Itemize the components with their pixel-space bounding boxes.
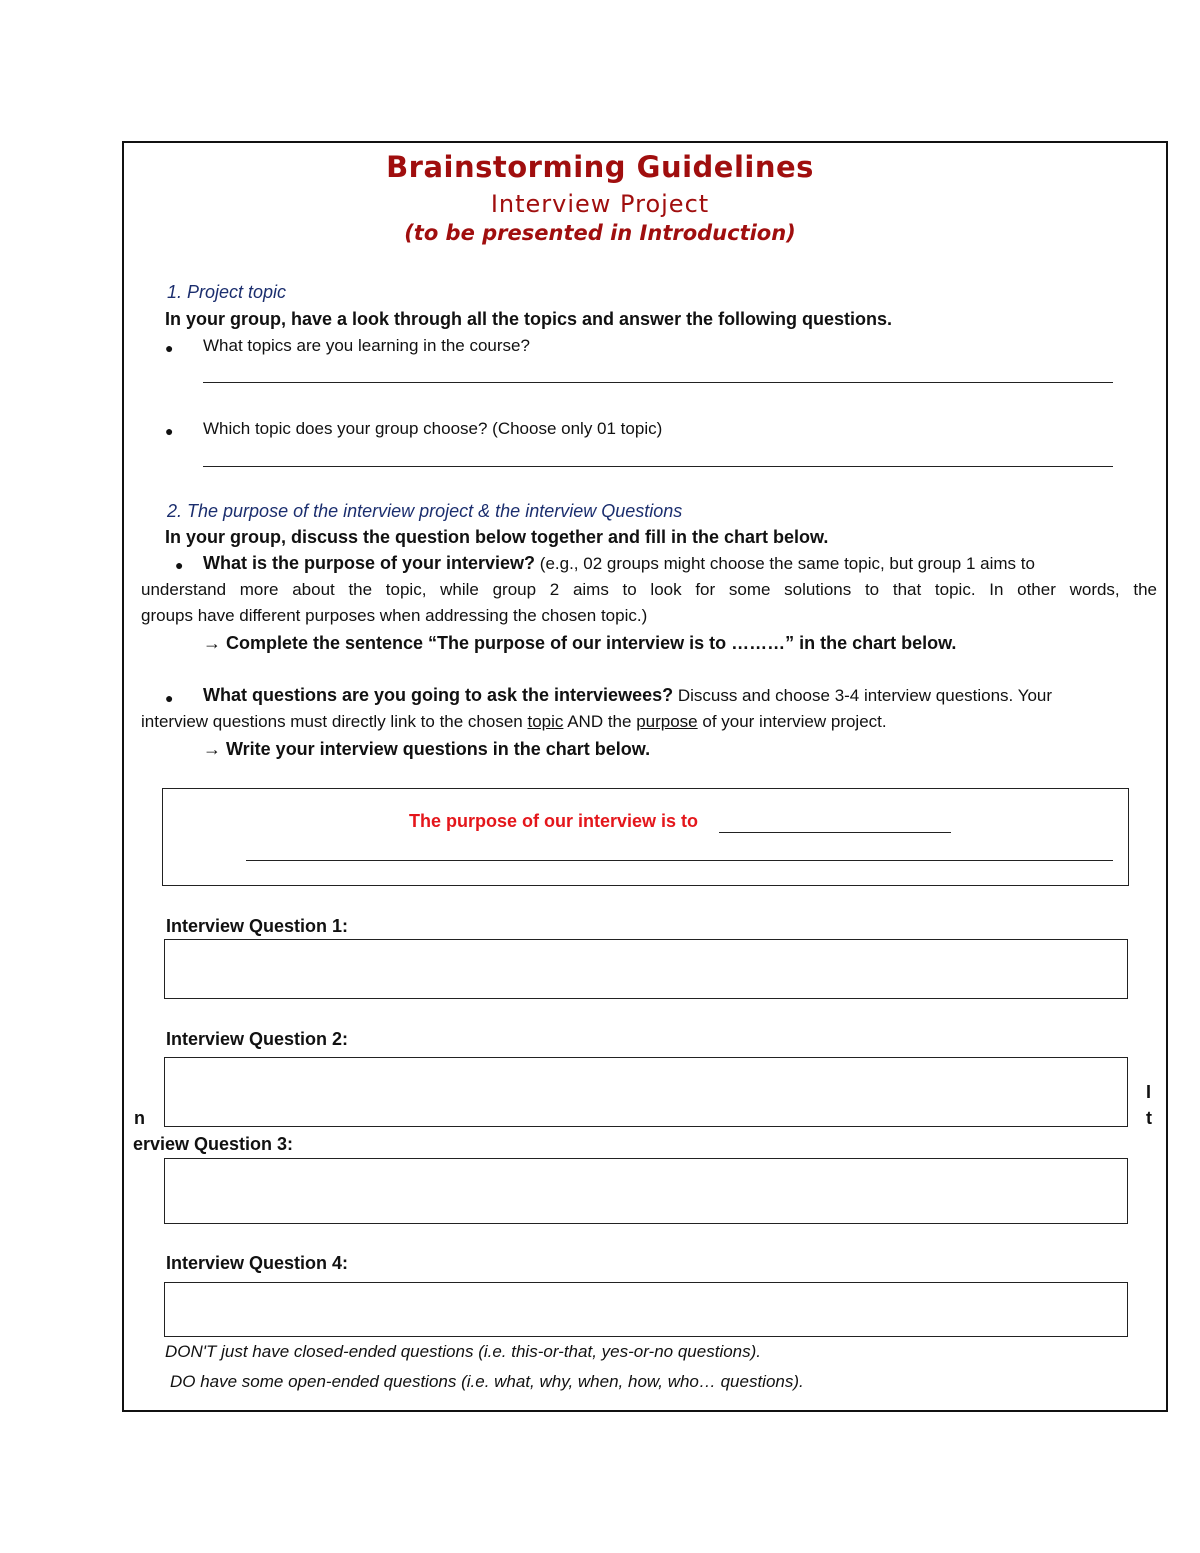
- label-fragment-left: n: [134, 1108, 145, 1128]
- label-fragment-right: I: [1146, 1082, 1152, 1102]
- bullet-icon: ●: [165, 423, 174, 439]
- interview-question-1-label: Interview Question 1:: [166, 916, 349, 936]
- interview-question-2-label: Interview Question 2:: [166, 1029, 349, 1049]
- purpose-underlined: purpose: [636, 712, 698, 731]
- purpose-answer-line[interactable]: [719, 832, 951, 833]
- interview-question-1-box[interactable]: [164, 939, 1128, 999]
- section1-question-2: Which topic does your group choose? (Choose only 01 topic): [203, 419, 663, 438]
- questions-explanation-1: Discuss and choose 3-4 interview questions. Your: [677, 686, 1053, 705]
- interview-question-3-label: erview Question 3:: [133, 1134, 294, 1154]
- section1-instruction: In your group, have a look through all the topics and answer the following questions.: [165, 309, 893, 329]
- answer-line[interactable]: [203, 466, 1113, 467]
- purpose-explanation-3: groups have different purposes when addressing the chosen topic.): [141, 606, 648, 625]
- questions-question: What questions are you going to ask the interviewees?: [203, 685, 674, 705]
- do-note: DO have some open-ended questions (i.e. what, why, when, how, who… questions).: [170, 1372, 804, 1391]
- section2-instruction: In your group, discuss the question below together and fill in the chart below.: [165, 527, 829, 547]
- purpose-explanation-1: (e.g., 02 groups might choose the same topic, but group 1 aims to: [539, 554, 1035, 573]
- purpose-question-line: [203, 553, 1035, 574]
- purpose-answer-line[interactable]: [246, 860, 1113, 861]
- label-fragment-right: t: [1146, 1108, 1152, 1128]
- purpose-question: What is the purpose of your interview?: [203, 553, 536, 573]
- document-subtitle: Interview Project: [490, 190, 710, 218]
- purpose-prompt: The purpose of our interview is to: [409, 811, 699, 831]
- interview-question-4-box[interactable]: [164, 1282, 1128, 1337]
- dont-note: DON'T just have closed-ended questions (i.e. this-or-that, yes-or-no questions).: [165, 1342, 762, 1361]
- purpose-action: → Complete the sentence “The purpose of our interview is to ………” in the chart below.: [203, 633, 957, 653]
- interview-question-4-label: Interview Question 4:: [166, 1253, 349, 1273]
- questions-question-line: [203, 685, 1052, 706]
- answer-line[interactable]: [203, 382, 1113, 383]
- questions-explanation-2: [141, 712, 887, 732]
- bullet-icon: ●: [165, 690, 174, 706]
- section1-heading: 1. Project topic: [167, 282, 287, 302]
- document-title: Brainstorming Guidelines: [386, 150, 814, 184]
- purpose-explanation-2: understand more about the topic, while group 2 aims to look for some solutions to that topic. In other words, the: [141, 580, 1157, 599]
- topic-underlined: topic: [527, 712, 564, 731]
- interview-question-2-box[interactable]: [164, 1057, 1128, 1127]
- interview-question-3-box[interactable]: [164, 1158, 1128, 1224]
- bullet-icon: ●: [175, 557, 184, 573]
- bullet-icon: ●: [165, 340, 174, 356]
- questions-text-c: of your interview project.: [702, 712, 887, 731]
- purpose-box[interactable]: [162, 788, 1129, 886]
- section1-question-1: What topics are you learning in the course?: [203, 336, 530, 355]
- section2-heading: 2. The purpose of the interview project & the interview Questions: [167, 501, 683, 521]
- questions-text-b: AND the: [567, 712, 632, 731]
- questions-action: → Write your interview questions in the chart below.: [203, 739, 651, 759]
- document-note: (to be presented in Introduction): [404, 221, 796, 245]
- questions-text-a: interview questions must directly link to the chosen: [141, 712, 523, 731]
